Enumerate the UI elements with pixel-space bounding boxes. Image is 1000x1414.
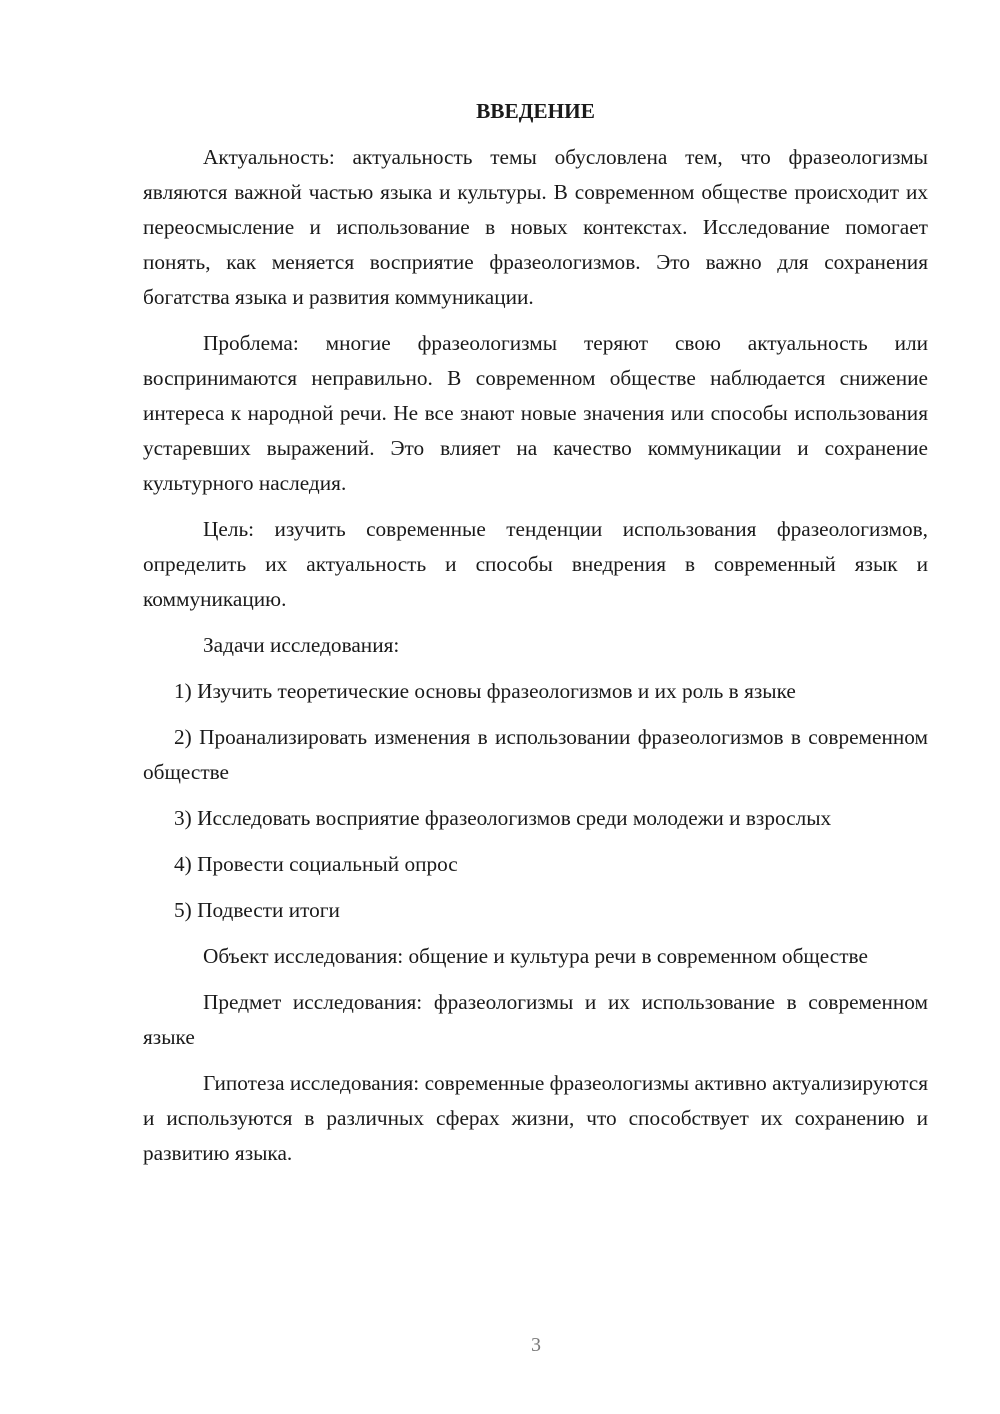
goal-paragraph: Цель: изучить современные тенденции использования фразеологизмов, определить их актуальность и способы внедрения в современный язык и коммуникацию. xyxy=(143,517,928,611)
section-title: ВВЕДЕНИЕ xyxy=(476,99,595,123)
task-item-1: 1) Изучить теоретические основы фразеологизмов и их роль в языке xyxy=(174,679,796,703)
object-paragraph: Объект исследования: общение и культура речи в современном обществе xyxy=(203,944,868,968)
hypothesis-paragraph: Гипотеза исследования: современные фразеологизмы активно актуализируются и используются в различных сферах жизни, что способствует их сохранению и развитию языка. xyxy=(143,1071,928,1165)
problem-paragraph: Проблема: многие фразеологизмы теряют свою актуальность или воспринимаются неправильно. В современном обществе наблюдается снижение интереса к народной речи. Не все знают новые значения или способы использования устаревших выражений. Это влияет на качество коммуникации и сохранение культурного наследия. xyxy=(143,331,928,495)
relevance-paragraph: Актуальность: актуальность темы обусловлена тем, что фразеологизмы являются важной частью языка и культуры. В современном обществе происходит их переосмысление и использование в новых контекстах. Исследование помогает понять, как меняется восприятие фразеологизмов. Это важно для сохранения богатства языка и развития коммуникации. xyxy=(143,145,928,309)
task-item-5: 5) Подвести итоги xyxy=(174,898,340,922)
document-body xyxy=(143,96,928,1182)
subject-paragraph: Предмет исследования: фразеологизмы и их использование в современном языке xyxy=(143,990,928,1049)
task-item-4: 4) Провести социальный опрос xyxy=(174,852,458,876)
task-item-2: 2) Проанализировать изменения в использовании фразеологизмов в современном обществе xyxy=(143,725,928,784)
tasks-heading: Задачи исследования: xyxy=(203,633,400,657)
task-item-3: 3) Исследовать восприятие фразеологизмов среди молодежи и взрослых xyxy=(174,806,832,830)
page-number: 3 xyxy=(531,1334,541,1356)
